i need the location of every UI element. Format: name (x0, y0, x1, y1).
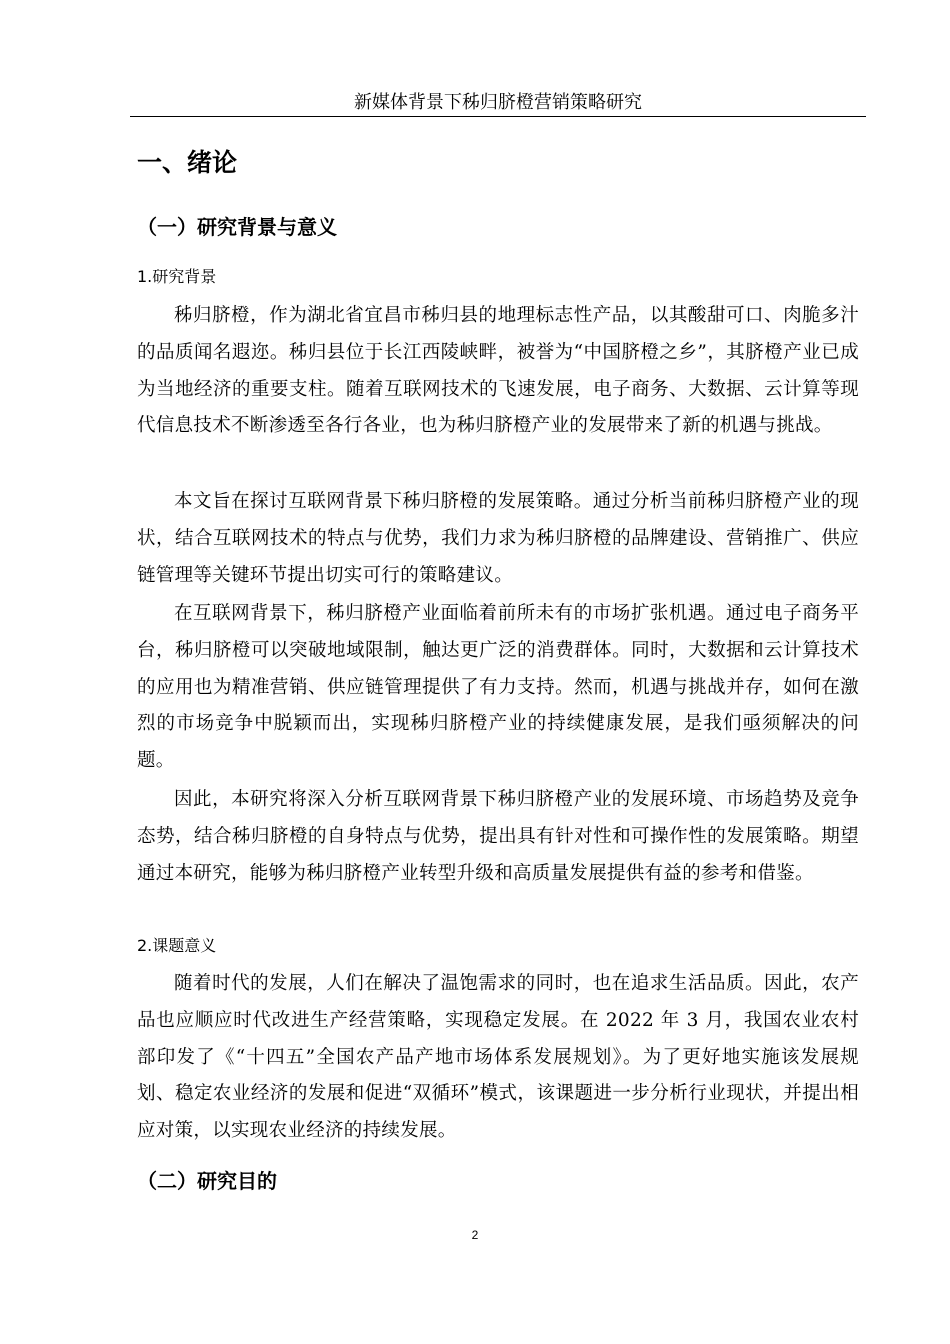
subsection-title-topic-significance: 2.课题意义 (137, 936, 217, 955)
subsection-title-research-background: 1.研究背景 (137, 267, 217, 286)
paragraph: 随着时代的发展，人们在解决了温饱需求的同时，也在追求生活品质。因此，农产品也应顺应时代改进生产经营策略，实现稳定发展。在 2022 年 3 月，我国农业农村部印发了《“十四五”全国农产品产地市场体系发展规划》。为了更好地实施该发展规划、稳定农业经济的发展和促进“双循环”模式，该课题进一步分析行业现状，并提出相应对策，以实现农业经济的持续发展。 (137, 973, 859, 1142)
running-header: 新媒体背景下秭归脐橙营销策略研究 (130, 90, 866, 117)
page-number: 2 (471, 1228, 479, 1242)
paragraph: 本文旨在探讨互联网背景下秭归脐橙的发展策略。通过分析当前秭归脐橙产业的现状，结合互联网技术的特点与优势，我们力求为秭归脐橙的品牌建设、营销推广、供应链管理等关键环节提出切实可行的策略建议。 (137, 491, 859, 586)
section-title-research-purpose: （二）研究目的 (137, 1169, 277, 1193)
section-title-research-background-significance: （一）研究背景与意义 (137, 215, 337, 239)
paragraph: 在互联网背景下，秭归脐橙产业面临着前所未有的市场扩张机遇。通过电子商务平台，秭归脐橙可以突破地域限制，触达更广泛的消费群体。同时，大数据和云计算技术的应用也为精准营销、供应链管理提供了有力支持。然而，机遇与挑战并存，如何在激烈的市场竞争中脱颖而出，实现秭归脐橙产业的持续健康发展，是我们亟须解决的问题。 (137, 603, 859, 772)
paragraph: 因此，本研究将深入分析互联网背景下秭归脐橙产业的发展环境、市场趋势及竞争态势，结合秭归脐橙的自身特点与优势，提出具有针对性和可操作性的发展策略。期望通过本研究，能够为秭归脐橙产业转型升级和高质量发展提供有益的参考和借鉴。 (137, 789, 859, 884)
chapter-title: 一、绪论 (137, 148, 238, 177)
paragraph: 秭归脐橙，作为湖北省宜昌市秭归县的地理标志性产品，以其酸甜可口、肉脆多汁的品质闻名遐迩。秭归县位于长江西陵峡畔，被誉为“中国脐橙之乡”，其脐橙产业已成为当地经济的重要支柱。随着互联网技术的飞速发展，电子商务、大数据、云计算等现代信息技术不断渗透至各行各业，也为秭归脐橙产业的发展带来了新的机遇与挑战。 (137, 305, 859, 437)
